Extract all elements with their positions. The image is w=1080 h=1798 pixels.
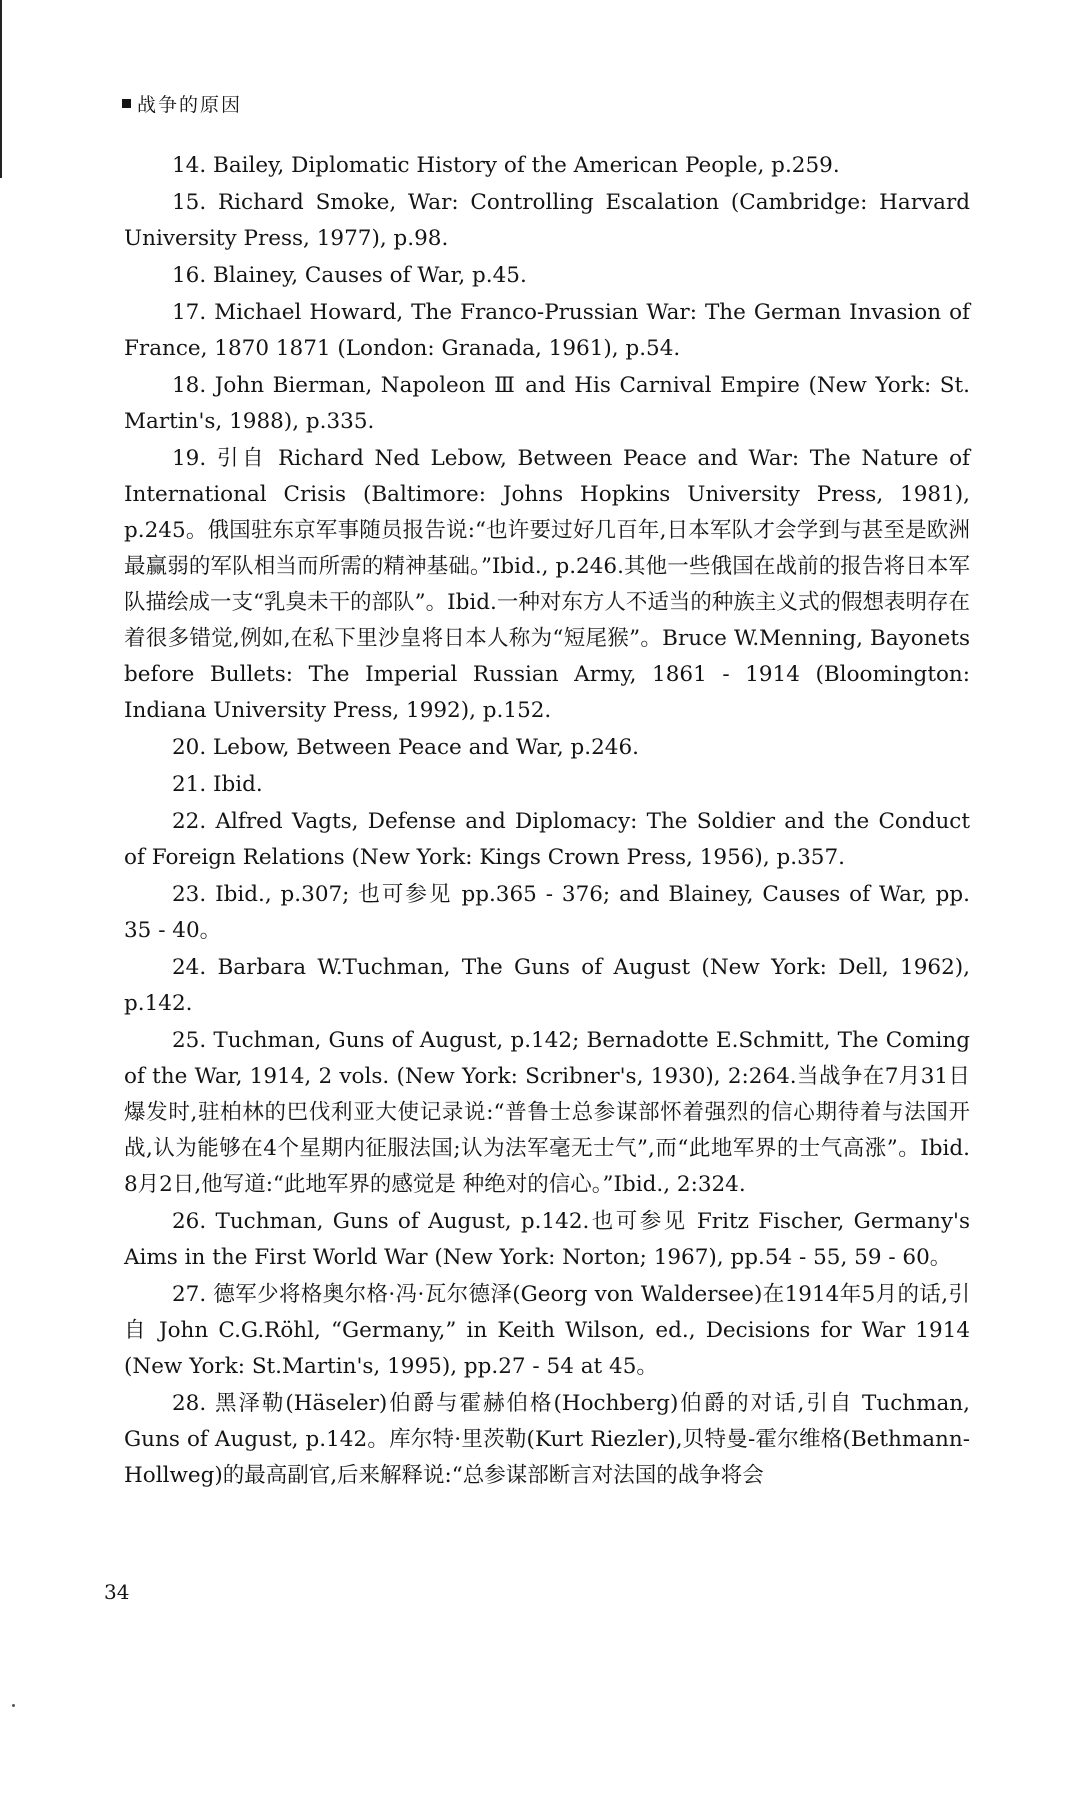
endnote-23: 23. Ibid., p.307; 也可参见 pp.365 - 376; and Blainey, Causes of War, pp. 35 - 40。: [124, 882, 970, 943]
endnote-16: 16. Blainey, Causes of War, p.45.: [172, 263, 527, 288]
endnote-25: 25. Tuchman, Guns of August, p.142; Bernadotte E.Schmitt, The Coming of the War, 1914, 2 vols. (New York: Scribner's, 1930), 2:264.当战争在7月31日爆发时,驻柏林的巴伐利亚大使记录说:“普鲁士总参谋部怀着强烈的信心期待着与法国开战,认为能够在4个星期内征服法国;认为法军毫无士气”,而“此地军界的士气高涨”。Ibid. 8月2日,他写道:“此地军界的感觉是 种绝对的信心。”Ibid., 2:324.: [124, 1028, 970, 1197]
endnote-21: 21. Ibid.: [172, 772, 263, 797]
endnote-15: 15. Richard Smoke, War: Controlling Escalation (Cambridge: Harvard University Press, 1977), p.98.: [124, 190, 970, 251]
endnote-24: 24. Barbara W.Tuchman, The Guns of August (New York: Dell, 1962), p.142.: [124, 955, 970, 1016]
running-header: [122, 90, 242, 117]
scan-speck: [12, 1704, 15, 1707]
endnote-17: 17. Michael Howard, The Franco-Prussian War: The German Invasion of France, 1870 1871 (London: Granada, 1961), p.54.: [124, 300, 970, 361]
page-number: 34: [104, 1580, 130, 1604]
endnote-20: 20. Lebow, Between Peace and War, p.246.: [172, 735, 639, 760]
endnote-19: 19. 引自 Richard Ned Lebow, Between Peace and War: The Nature of International Crisis (Baltimore: Johns Hopkins University Press, 1981), p.245。俄国驻东京军事随员报告说:“也许要过好几百年,日本军队才会学到与甚至是欧洲最赢弱的军队相当而所需的精神基础。”Ibid., p.246.其他一些俄国在战前的报告将日本军队描绘成一支“乳臭未干的部队”。Ibid.一种对东方人不适当的种族主义式的假想表明存在着很多错觉,例如,在私下里沙皇将日本人称为“短尾猴”。Bruce W.Menning, Bayonets before Bullets: The Imperial Russian Army, 1861 - 1914 (Bloomington: Indiana University Press, 1992), p.152.: [124, 446, 970, 723]
endnote-27: 27. 德军少将格奥尔格·冯·瓦尔德泽(Georg von Waldersee)在1914年5月的话,引自 John C.G.Röhl, “Germany,” in Keith Wilson, ed., Decisions for War 1914 (New York: St.Martin's, 1995), pp.27 - 54 at 45。: [124, 1282, 970, 1379]
running-head-title: 战争的原因: [137, 94, 243, 116]
bullet-square-icon: [122, 99, 131, 108]
endnote-26: 26. Tuchman, Guns of August, p.142.也可参见 Fritz Fischer, Germany's Aims in the First World War (New York: Norton; 1967), pp.54 - 55, 59 - 60。: [124, 1209, 970, 1270]
endnote-28: 28. 黑泽勒(Häseler)伯爵与霍赫伯格(Hochberg)伯爵的对话,引自 Tuchman, Guns of August, p.142。库尔特·里茨勒(Kurt Riezler),贝特曼-霍尔维格(Bethmann-Hollweg)的最高副官,后来解释说:“总参谋部断言对法国的战争将会: [124, 1391, 970, 1488]
endnote-22: 22. Alfred Vagts, Defense and Diplomacy: The Soldier and the Conduct of Foreign Relations (New York: Kings Crown Press, 1956), p.357.: [124, 809, 970, 870]
endnotes-list: [124, 148, 970, 1495]
page-binding-edge: [0, 0, 2, 178]
endnote-18: 18. John Bierman, Napoleon Ⅲ and His Carnival Empire (New York: St. Martin's, 1988), p.335.: [124, 373, 970, 434]
endnote-14: 14. Bailey, Diplomatic History of the American People, p.259.: [172, 153, 840, 178]
